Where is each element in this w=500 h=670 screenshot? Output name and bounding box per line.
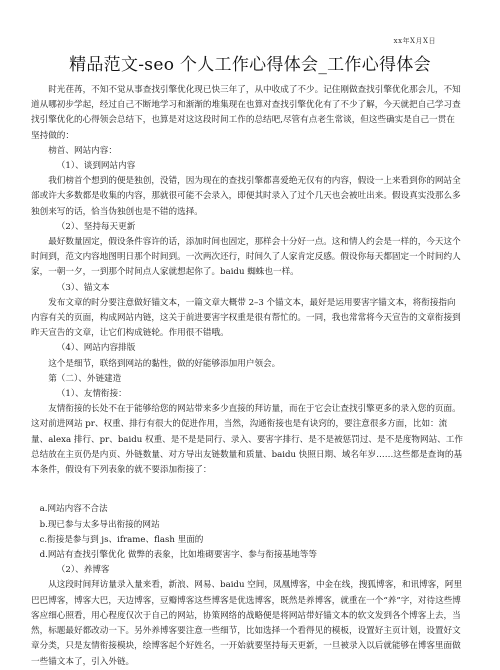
body-paragraph: 发布文章的时分要注意做好锚文本，一篇文章大概带 2–3 个锚文本，最好是运用要害字锚文本，将衔接指向内容有关的页面，构成网站内链，这关于前进要害字权重是很有帮忙的。一同，我也常常将今天宣告的文章衔接到昨天宣告的文章，让它们构成链轮。作用很不错哦。 (31, 297, 461, 339)
document-body (31, 83, 463, 667)
list-item: d.网站有查找引擎优化 做弊的表象，比如堆砌要害字、参与衔接基地等等 (39, 550, 317, 561)
body-paragraph: 时光荏苒，不知不觉从事查找引擎优化现已快三年了，从中收成了不少。记住刚做查找引擎优化那会儿，不知道从哪初步学起，经过自己不断地学习和渐渐的堆集现在也算对查找引擎优化有了不少了解，今天就把自己学习查找引擎优化的心得领会总结下，也算是对这这段时间工作的总结吧,尽管有点老生常谈，但这些确实是自己一贯在坚持做的： (31, 85, 461, 141)
body-paragraph: 我们榜首个想到的便是独创，没错，因为现在的查找引擎都喜爱绝无仅有的内容，假设一上来看到你的网站全部或许大多数都是收集的内容，那就很可能不会录入，即便其时录入了过个几天也会被吐出来。假设真实没那么多独创来写的话，恰当伪独创也是不错的选择。 (31, 176, 461, 217)
subsection-heading: （2）、养博客 (56, 565, 110, 576)
subsection-heading: （2）、坚持每天更新 (56, 221, 136, 232)
subsection-heading: （3）、锚文本 (56, 282, 110, 293)
section-heading: 这个是细节，联络到网站的黏性，做的好能够添加用户领会。 (48, 358, 281, 369)
body-paragraph: 最好数量固定，假设条件容许的话，添加时间也固定，那样会十分好一点。这和情人约会是一样的，今天这个时间到，范文内容地图明日那个时间到。一次两次还行，时间久了人家肯定反感。假设你每天都固定一个时间约人家，一朝一夕，一到那个时间点人家就想起你了。baidu 蜘蛛也一样。 (31, 237, 461, 278)
body-paragraph: 从这段时间拜访量录入量来看，新浪、网易、baidu 空间，凤凰博客，中金在线，搜狐博客，和讯博客，阿里巴巴博客，博客大巴，天边博客，豆瓣博客这些博客是优选博客，既然是养博客，就重在一个“养”字，对待这些博客应细心照看，用心程度仅次于自己的网站，协策网络的战略便是将网站带好锚文本的软文发到各个博客上去，当然，标题最好都改动一下。另外养博客要注意一些细节，比如选择一个看得见的模板，设置好主页计划，设置好文章分类，只是友情衔接模块，绘博客起个好姓名，一开始就要坚持每天更新，一旦被录入以后就能够在博客里面做一些锚文本了，引入外链。 (31, 580, 463, 667)
subsection-heading: （4）、网站内容排版 (56, 343, 136, 354)
section-heading: 第（二）、外链建造 (48, 373, 122, 384)
subsection-heading: （1）、友情衔接： (56, 389, 127, 400)
subsection-heading: （1）、谈到网站内容 (56, 161, 136, 172)
paragraph-gap (31, 487, 463, 494)
document-title: 精品范文-seo 个人工作心得体会_工作心得体会 (69, 55, 431, 75)
document-date: xx年X月X日 (393, 37, 436, 45)
list-item: c.衔接是参与到 js、iframe、flash 里面的 (39, 534, 204, 545)
body-paragraph: 友情衔接的长处不在于能够给您的网站带来多少直接的拜访量，而在于它会让查找引擎更多的录入您的页面。这对前进网站 pr、权重、排行有很大的促进作用，当然，沟通衔接也是有诀窍的，要注意很多方面，比如：流量、alexa 排行、pr、baidu 权重、是不是是同行、录入、要害字排行、是不是被惩罚过、是不是度物网站、工作总结放在主页仍是内页、外链数量、对方导出友链数量和质量、baidu 快照日期、域名年岁……这些都是查询的基本条件，假设有下列表象的就不要添加衔接了： (31, 404, 463, 476)
section-heading: 榜首、网站内容： (48, 145, 117, 156)
list-item: a.网站内容不合法 (39, 504, 108, 515)
list-item: b.现已参与太多导出衔接的网站 (39, 519, 160, 530)
